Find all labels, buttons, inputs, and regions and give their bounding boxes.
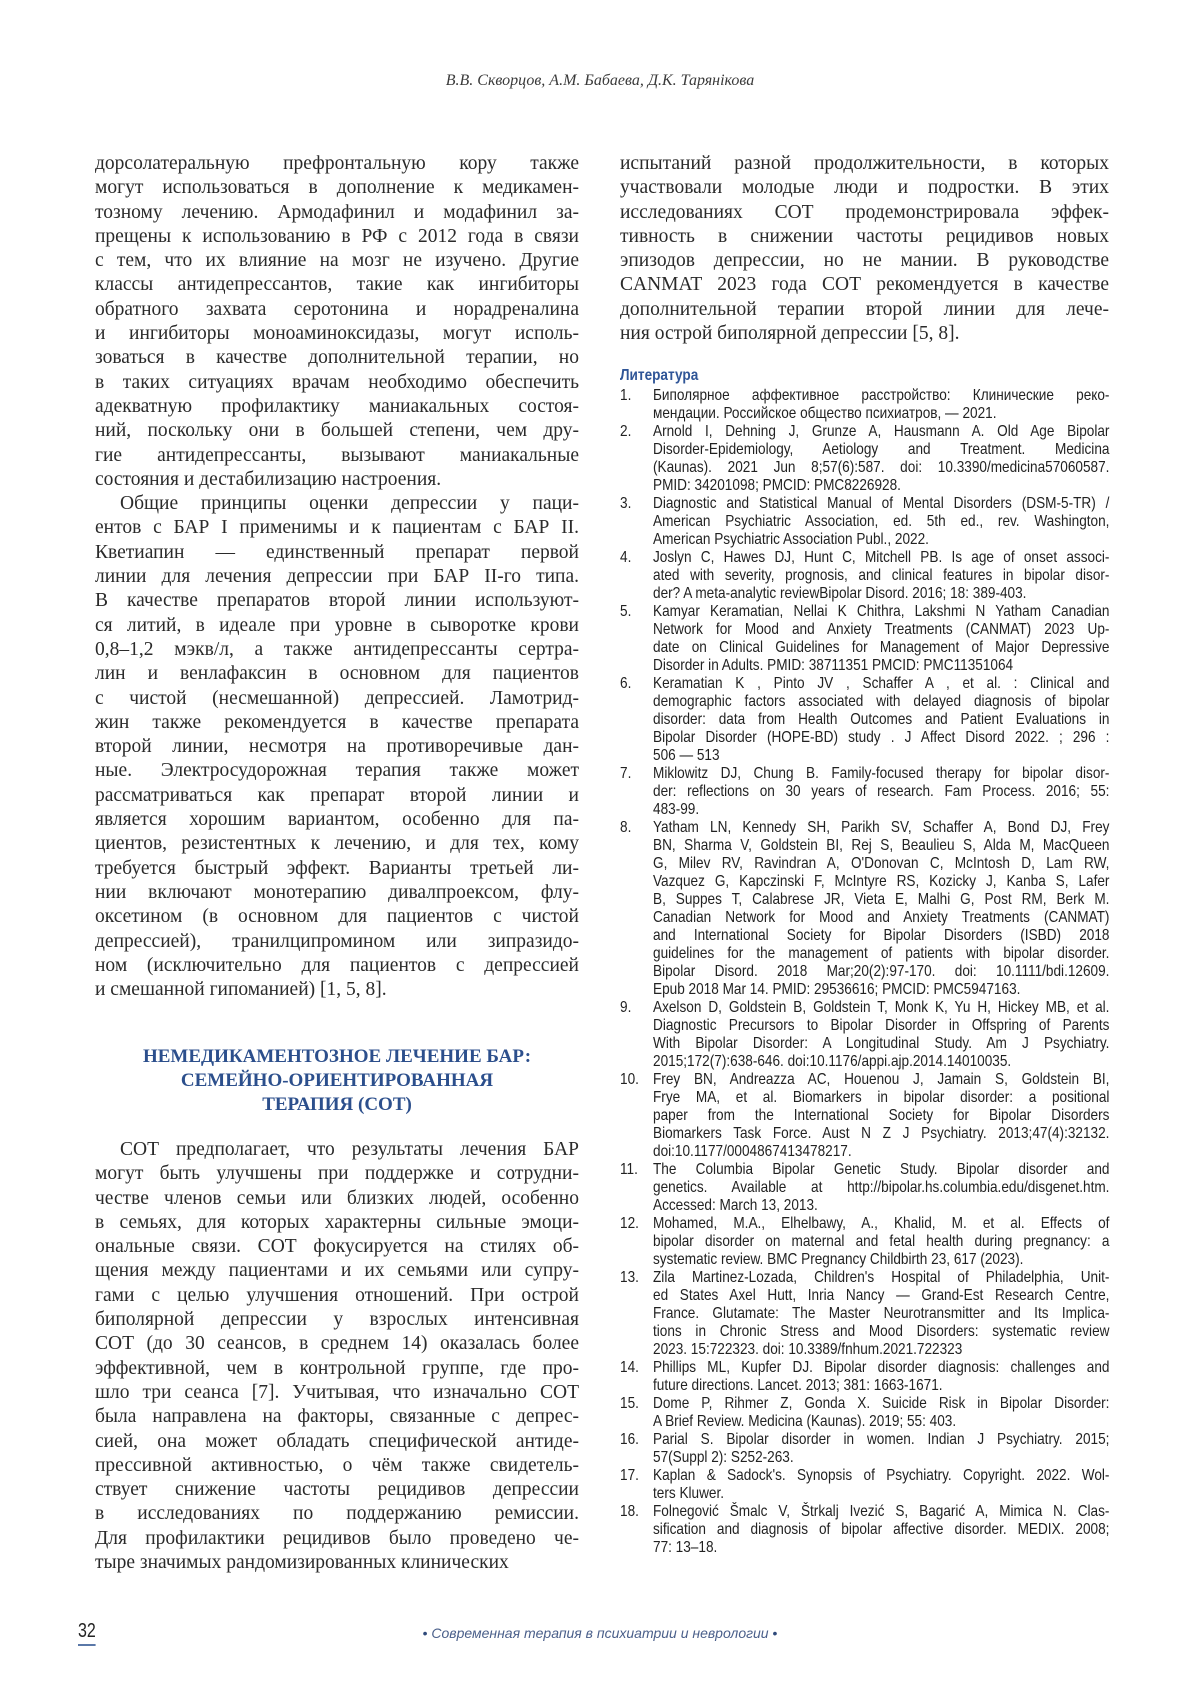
reference-number: 8. — [620, 819, 632, 836]
text-line: жин также рекомендуется в качестве препарата — [95, 711, 579, 733]
text-line: Кветиапин — единственный препарат первой — [95, 541, 579, 563]
text-line: классы антидепрессантов, такие как ингибиторы — [95, 274, 579, 296]
reference-line: Mohamed, M.A., Elhelbawy, A., Khalid, M. et al. Effects of — [653, 1215, 1110, 1232]
reference-line: With Bipolar Disorder: A Longitudinal Study. Am J Psychiatry. — [653, 1035, 1110, 1052]
section-heading-line: СЕМЕЙНО-ОРИЕНТИРОВАННАЯ — [180, 1070, 494, 1091]
reference-number: 9. — [620, 999, 632, 1016]
reference-item — [620, 1215, 1109, 1269]
reference-line: Axelson D, Goldstein B, Goldstein T, Monk K, Yu H, Hickey MB, et al. — [653, 999, 1110, 1016]
reference-item — [620, 1431, 1109, 1467]
reference-line: BN, Sharma V, Goldstein BI, Rej S, Beaulieu S, Alda M, MacQueen — [653, 837, 1110, 854]
left-column-text — [95, 152, 579, 1002]
reference-item — [620, 1161, 1109, 1215]
reference-number: 10. — [620, 1071, 639, 1088]
text-line: ния острой биполярной депрессии [5, 8]. — [620, 323, 960, 345]
reference-line: and International Society for Bipolar Disorders (ISBD) 2018 — [653, 927, 1110, 944]
reference-item — [620, 603, 1109, 675]
reference-line: Kaplan & Sadock's. Synopsis of Psychiatry. Copyright. 2022. Wol- — [653, 1467, 1110, 1484]
reference-number: 18. — [620, 1503, 639, 1520]
text-line: зоваться в качестве дополнительной терапии, но — [95, 347, 579, 369]
text-line: гие антидепрессанты, вызывают маниакальные — [95, 444, 579, 466]
text-line: эпизодов депрессии, но не мании. В руководстве — [620, 250, 1109, 272]
text-line: с тем, что их влияние на мозг не изучено. Другие — [95, 250, 579, 272]
reference-line: Zila Martinez-Lozada, Children's Hospital of Philadelphia, Unit- — [653, 1269, 1110, 1286]
text-line: тивность в снижении частоты рецидивов новых — [620, 225, 1109, 247]
text-line: испытаний разной продолжительности, в которых — [620, 153, 1109, 174]
reference-number: 14. — [620, 1359, 639, 1376]
text-line: эффективной, чем в контрольной группе, где про- — [95, 1357, 579, 1379]
reference-line: Diagnostic and Statistical Manual of Mental Disorders (DSM-5-TR) / — [653, 495, 1110, 512]
reference-line: Folnegović Šmalc V, Štrkalj Ivezić S, Bagarić A, Mimica N. Clas- — [653, 1503, 1110, 1520]
text-line: ентов с БАР I применимы и к пациентам с БАР II. — [95, 517, 579, 539]
reference-item — [620, 999, 1109, 1071]
section-heading-line: НЕМЕДИКАМЕНТОЗНОЕ ЛЕЧЕНИЕ БАР: — [142, 1046, 532, 1067]
text-line: щения между пациентами и их семьями или супру- — [95, 1260, 579, 1282]
reference-line: Keramatian K , Pinto JV , Schaffer A , et al. : Clinical and — [653, 675, 1110, 692]
reference-line: 2015;172(7):638-646. doi:10.1176/appi.ajp.2014.14010035. — [653, 1053, 1012, 1070]
reference-item — [620, 1467, 1109, 1503]
text-line: в таких ситуациях врачам необходимо обеспечить — [95, 371, 579, 393]
reference-line: мендации. Российское общество психиатров, — 2021. — [653, 405, 997, 422]
reference-item — [620, 549, 1109, 603]
reference-line: future directions. Lancet. 2013; 381: 1663-1671. — [653, 1377, 943, 1394]
text-line: требуется быстрый эффект. Варианты третьей ли- — [95, 857, 579, 879]
reference-item — [620, 1503, 1109, 1557]
reference-line: doi:10.1177/0004867413478217. — [653, 1143, 852, 1160]
reference-line: B, Suppes T, Calabrese JR, Vieta E, Malhi G, Post RM, Berk M. — [653, 891, 1110, 908]
text-line: сией, она может обладать специфической антиде- — [95, 1430, 579, 1452]
reference-line: American Psychiatric Association Publ., 2022. — [653, 531, 929, 548]
text-line: дорсолатеральную префронтальную кору также — [95, 153, 579, 174]
text-line: CANMAT 2023 года СОТ рекомендуется в качестве — [620, 274, 1109, 296]
text-line: могут использоваться в дополнение к медикамен- — [95, 177, 579, 199]
reference-line: Dome P, Rihmer Z, Gonda X. Suicide Risk in Bipolar Disorder: — [653, 1395, 1110, 1412]
left-column-section-text — [95, 1138, 579, 1575]
reference-item — [620, 495, 1109, 549]
reference-line: Yatham LN, Kennedy SH, Parikh SV, Schaffer A, Bond DJ, Frey — [653, 819, 1110, 836]
text-line: шло три сеанса [7]. Учитывая, что изначально СОТ — [95, 1381, 579, 1403]
text-line: адекватную профилактику маниакальных состоя- — [95, 395, 579, 417]
reference-number: 2. — [620, 423, 632, 440]
text-line: СОТ предполагает, что результаты лечения БАР — [120, 1139, 579, 1160]
reference-line: ed States Axel Hutt, Inria Nancy — Grand-Est Research Centre, — [653, 1287, 1110, 1304]
reference-number: 3. — [620, 495, 632, 512]
reference-number: 15. — [620, 1395, 639, 1412]
text-line: дополнительной терапии второй линии для лече- — [620, 298, 1109, 320]
reference-item — [620, 423, 1109, 495]
reference-number: 4. — [620, 549, 632, 566]
text-line: тыре значимых рандомизированных клинических — [95, 1552, 509, 1574]
reference-line: Joslyn C, Hawes DJ, Hunt C, Mitchell PB. Is age of onset associ- — [653, 549, 1110, 566]
reference-line: bipolar disorder on maternal and fetal health during pregnancy: a — [653, 1233, 1110, 1250]
reference-line: G, Milev RV, Ravindran A, O'Donovan C, McIntosh D, Lam RW, — [653, 855, 1110, 872]
text-line: прещены к использованию в РФ с 2012 года в связи — [95, 225, 579, 247]
text-line: прессивной активностью, о чём также свидетель- — [95, 1454, 579, 1476]
text-line: гами с целью улучшения отношений. При острой — [95, 1284, 579, 1306]
reference-line: (Kaunas). 2021 Jun 8;57(6):587. doi: 10.3390/medicina57060587. — [653, 459, 1110, 476]
reference-item — [620, 1269, 1109, 1359]
text-line: рассматриваться как препарат второй линии и — [95, 784, 579, 806]
reference-line: Accessed: March 13, 2013. — [653, 1197, 818, 1214]
reference-item — [620, 1071, 1109, 1161]
right-column-text — [620, 152, 1109, 346]
reference-line: disorder: data from Health Outcomes and Patient Evaluations in — [653, 711, 1110, 728]
text-line: и смешанной гипоманией) [1, 5, 8]. — [95, 979, 387, 1001]
reference-line: France. Glutamate: The Master Neurotransmitter and Its Implica- — [653, 1305, 1110, 1322]
reference-line: The Columbia Bipolar Genetic Study. Bipolar disorder and — [653, 1161, 1110, 1178]
reference-line: sification and diagnosis of bipolar affective disorder. MEDIX. 2008; — [653, 1521, 1110, 1538]
reference-line: 57(Suppl 2): S252-263. — [653, 1449, 794, 1466]
reference-line: Epub 2018 Mar 14. PMID: 29536616; PMCID: PMC5947163. — [653, 981, 1021, 998]
journal-footer — [0, 1625, 1200, 1641]
text-line: оксетином (в основном для пациентов с чистой — [95, 906, 579, 928]
reference-line: genetics. Available at http://bipolar.hs.columbia.edu/disgenet.htm. — [653, 1179, 1110, 1196]
section-heading-line: ТЕРАПИЯ (СОТ) — [262, 1094, 412, 1115]
reference-line: Vazquez G, Kapczinski F, McIntyre RS, Kozicky J, Kanba S, Lafer — [653, 873, 1110, 890]
section-heading — [95, 1045, 579, 1117]
text-line: линии для лечения депрессии при БАР II-го типа. — [95, 566, 579, 588]
reference-line: systematic review. BMC Pregnancy Childbirth 23, 617 (2023). — [653, 1251, 1024, 1268]
reference-number: 5. — [620, 603, 632, 620]
text-line: ствует снижение частоты рецидивов депрессии — [95, 1479, 579, 1501]
reference-line: 506 — 513 — [653, 747, 720, 764]
paragraph — [95, 1138, 579, 1575]
reference-line: 483-99. — [653, 801, 700, 818]
text-line: участвовали молодые люди и подростки. В этих — [620, 177, 1109, 199]
references-list — [620, 387, 1109, 1557]
running-head-authors: В.В. Скворцов, А.М. Бабаева, Д.К. Тарянікова — [445, 72, 755, 89]
reference-line: demographic factors associated with delayed diagnosis of bipolar — [653, 693, 1110, 710]
text-line: ся литий, в идеале при уровне в сыворотке крови — [95, 614, 579, 636]
reference-item — [620, 1395, 1109, 1431]
text-line: циентов, резистентных к лечению, и для тех, кому — [95, 833, 579, 855]
text-line: нии включают монотерапию дивалпроексом, флу- — [95, 881, 579, 903]
reference-line: Disorder-Epidemiology, Aetiology and Treatment. Medicina — [653, 441, 1110, 458]
reference-line: Biomarkers Task Force. Aust N Z J Psychiatry. 2013;47(4):32132. — [653, 1125, 1110, 1142]
reference-line: guidelines for the management of patients with bipolar disorder. — [653, 945, 1110, 962]
paragraph — [620, 152, 1109, 346]
reference-line: Kamyar Keramatian, Nellai K Chithra, Lakshmi N Yatham Canadian — [653, 603, 1110, 620]
text-line: честве членов семьи или близких людей, особенно — [95, 1187, 579, 1209]
text-line: была направлена на факторы, связанные с депрес- — [95, 1406, 579, 1428]
reference-line: tions in Chronic Stress and Mood Disorders: systematic review — [653, 1323, 1110, 1340]
text-line: Для профилактики рецидивов было проведено че- — [95, 1527, 579, 1549]
reference-line: Bipolar Disord. 2018 Mar;20(2):97-170. doi: 10.1111/bdi.12609. — [653, 963, 1110, 980]
reference-line: Frye MA, et al. Biomarkers in bipolar disorder: a positional — [653, 1089, 1110, 1106]
text-line: могут быть улучшены при поддержке и сотрудни- — [95, 1163, 579, 1185]
text-line: является хорошим вариантом, особенно для па- — [95, 809, 579, 831]
reference-line: Disorder in Adults. PMID: 38711351 PMCID: PMC11351064 — [653, 657, 1014, 674]
reference-line: Diagnostic Precursors to Bipolar Disorder in Offspring of Parents — [653, 1017, 1110, 1034]
reference-item — [620, 1359, 1109, 1395]
text-line: в исследованиях по поддержанию ремиссии. — [95, 1503, 579, 1525]
references-title: Литература — [620, 367, 699, 384]
reference-item — [620, 675, 1109, 765]
text-line: обратного захвата серотонина и норадреналина — [95, 298, 579, 320]
paragraph — [95, 492, 579, 1002]
reference-line: 2023. 15:722323. doi: 10.3389/fnhum.2021.722323 — [653, 1341, 963, 1358]
reference-line: Miklowitz DJ, Chung B. Family-focused therapy for bipolar disor- — [653, 765, 1110, 782]
reference-number: 16. — [620, 1431, 639, 1448]
reference-line: der? A meta-analytic reviewBipolar Disord. 2016; 18: 389-403. — [653, 585, 1027, 602]
reference-item — [620, 819, 1109, 999]
text-line: СОТ (до 30 сеансов, в среднем 14) оказалась более — [95, 1333, 579, 1355]
text-line: лин и венлафаксин в основном для пациентов — [95, 663, 579, 685]
reference-line: American Psychiatric Association, ed. 5th ed., rev. Washington, — [653, 513, 1110, 530]
reference-line: Network for Mood and Anxiety Treatments (CANMAT) 2023 Up- — [653, 621, 1110, 638]
reference-line: ated with severity, prognosis, and clinical features in bipolar disor- — [653, 567, 1110, 584]
text-line: второй линии, несмотря на противоречивые дан- — [95, 736, 579, 758]
text-line: с чистой (несмешанной) депрессией. Ламотрид- — [95, 687, 579, 709]
reference-number: 17. — [620, 1467, 639, 1484]
text-line: Общие принципы оценки депрессии у паци- — [120, 493, 579, 515]
page-number: 32 — [78, 1620, 96, 1646]
text-line: ные. Электросудорожная терапия также может — [95, 760, 579, 782]
text-line: В качестве препаратов второй линии используют- — [95, 590, 579, 612]
reference-line: Bipolar Disorder (HOPE-BD) study . J Affect Disord 2022. ; 296 : — [653, 729, 1110, 746]
reference-number: 12. — [620, 1215, 639, 1232]
text-line: и ингибиторы моноаминоксидазы, могут исполь- — [95, 323, 579, 345]
text-line: ональные связи. СОТ фокусируется на стилях об- — [95, 1236, 579, 1258]
text-line: ний, поскольку они в большей степени, чем дру- — [95, 420, 579, 442]
text-line: ном (исключительно для пациентов с депрессией — [95, 954, 579, 976]
reference-line: Phillips ML, Kupfer DJ. Bipolar disorder diagnosis: challenges and — [653, 1359, 1110, 1376]
reference-line: Frey BN, Andreazza AC, Houenou J, Jamain S, Goldstein BI, — [653, 1071, 1110, 1088]
text-line: депрессией), транилципромином или зипразидо- — [95, 930, 579, 952]
text-line: исследованиях СОТ продемонстрировала эффек- — [620, 201, 1109, 223]
reference-line: 77: 13–18. — [653, 1539, 718, 1556]
reference-line: der: reflections on 30 years of research. Fam Process. 2016; 55: — [653, 783, 1110, 800]
reference-line: ters Kluwer. — [653, 1485, 725, 1502]
reference-line: date on Clinical Guidelines for Management of Major Depressive — [653, 639, 1110, 656]
reference-number: 7. — [620, 765, 632, 782]
reference-line: A Brief Review. Medicina (Kaunas). 2019; 55: 403. — [653, 1413, 957, 1430]
reference-line: PMID: 34201098; PMCID: PMC8226928. — [653, 477, 901, 494]
reference-line: Биполярное аффективное расстройство: Клинические реко- — [653, 387, 1110, 404]
reference-item — [620, 387, 1109, 423]
reference-line: Parial S. Bipolar disorder in women. Indian J Psychiatry. 2015; — [653, 1431, 1110, 1448]
text-line: в семьях, для которых характерны сильные эмоци- — [95, 1211, 579, 1233]
bullet-icon: • — [772, 1625, 778, 1641]
bullet-icon: • — [422, 1625, 428, 1641]
reference-line: Canadian Network for Mood and Anxiety Treatments (CANMAT) — [653, 909, 1110, 926]
text-line: 0,8–1,2 мэкв/л, а также антидепрессанты сертра- — [95, 638, 579, 660]
text-line: тозному лечению. Армодафинил и модафинил за- — [95, 201, 579, 223]
journal-title: Современная терапия в психиатрии и неврологии — [431, 1625, 769, 1641]
reference-number: 11. — [620, 1161, 638, 1178]
paragraph — [95, 152, 579, 492]
reference-number: 1. — [620, 387, 632, 404]
reference-line: paper from the International Society for Bipolar Disorders — [653, 1107, 1110, 1124]
reference-number: 6. — [620, 675, 632, 692]
text-line: состояния и дестабилизацию настроения. — [95, 468, 442, 490]
text-line: биполярной депрессии у взрослых интенсивная — [95, 1309, 579, 1331]
reference-number: 13. — [620, 1269, 639, 1286]
reference-item — [620, 765, 1109, 819]
reference-line: Arnold I, Dehning J, Grunze A, Hausmann A. Old Age Bipolar — [653, 423, 1110, 440]
